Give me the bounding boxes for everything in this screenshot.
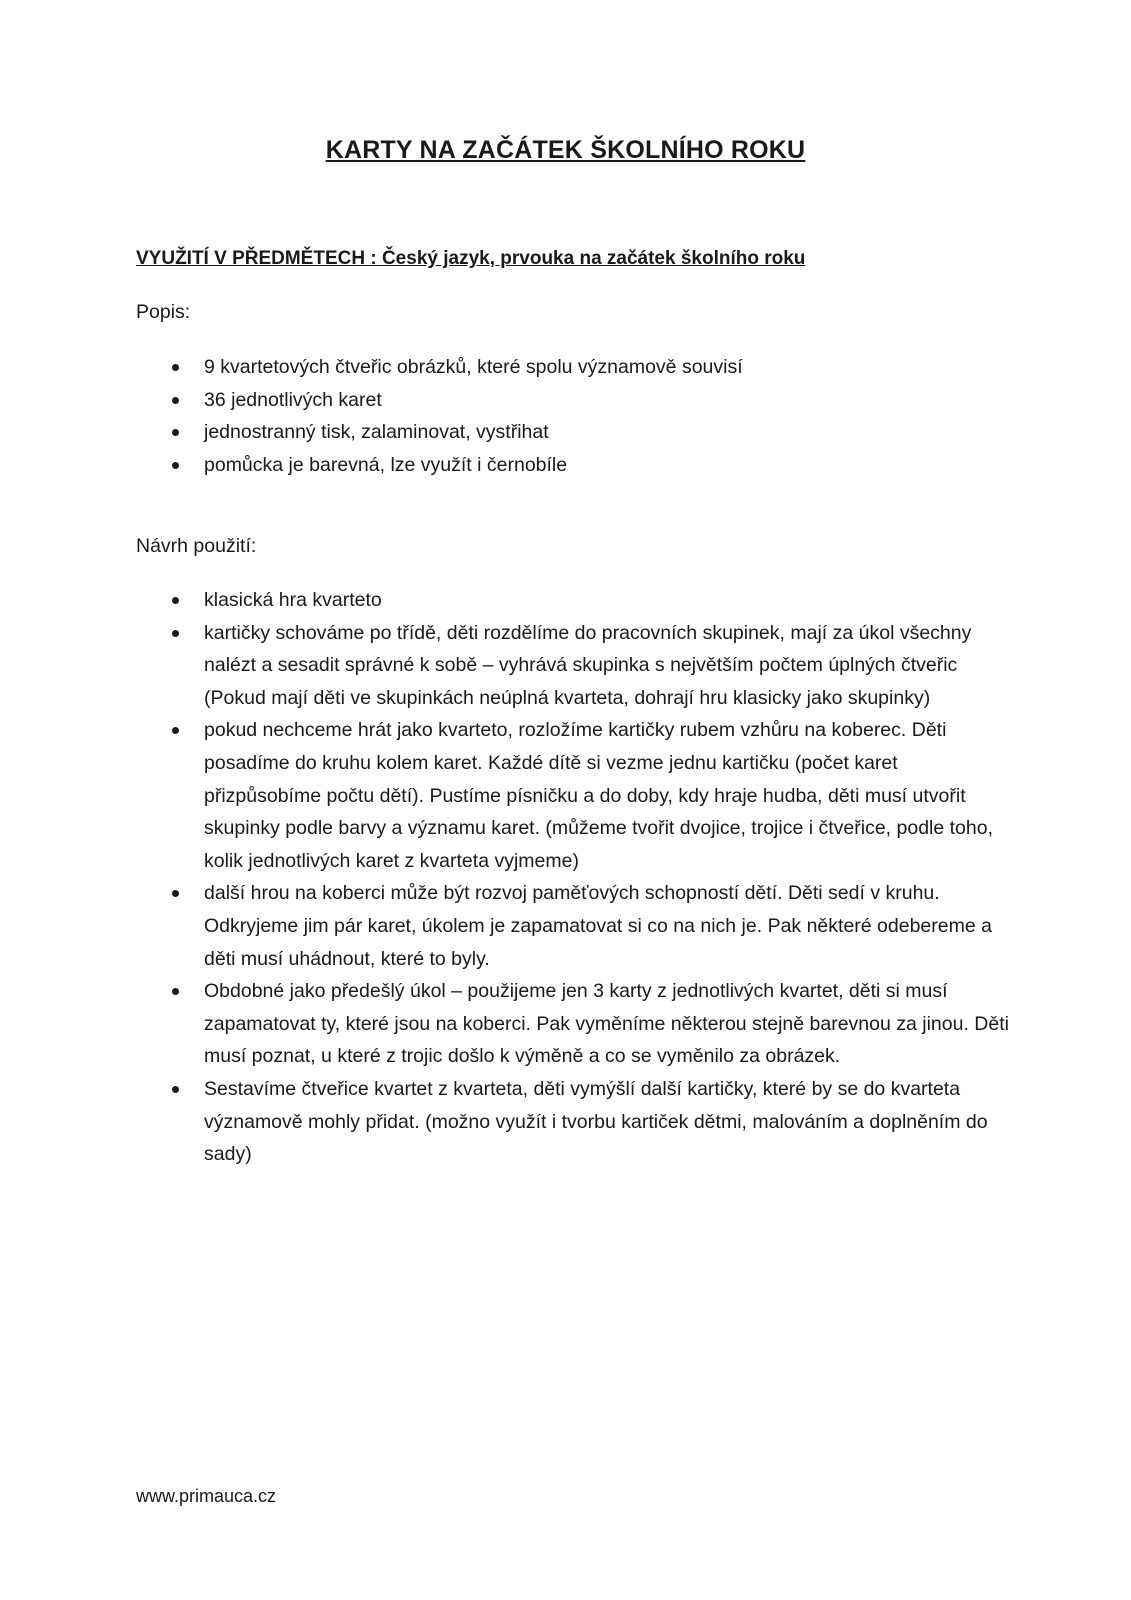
usage-label: Návrh použití: [136,535,257,557]
description-list [136,351,1016,481]
list-item [136,877,1016,975]
list-item-text: 9 kvartetových čtveřic obrázků, které spolu významově souvisí [204,356,743,378]
list-item-text: pomůcka je barevná, lze využít i černobíle [204,453,568,476]
bullet-icon [172,630,179,637]
list-item [136,714,1016,877]
list-item [136,617,1016,715]
list-item-text: Obdobné jako předešlý úkol – použijeme jen 3 karty z jednotlivých kvartet, děti si musí zapamatovat ty, které jsou na koberci. Pak vyměníme některou stejně barevnou za jinou. Děti musí poznat, u které z trojic došlo k výměně a co se vyměnilo za obrázek. [204,980,1009,1068]
page-title: KARTY NA ZAČÁTEK ŠKOLNÍHO ROKU [325,136,806,164]
list-item-text: 36 jednotlivých karet [204,388,382,411]
footer-url[interactable]: www.primauca.cz [136,1486,277,1506]
bullet-icon [172,462,179,469]
list-item-text: pokud nechceme hrát jako kvarteto, rozložíme kartičky rubem vzhůru na koberec. Děti posadíme do kruhu kolem karet. Každé dítě si vezme jednu kartičku (počet karet přizpůsobíme počtu dětí). Pustíme písničku a do doby, kdy hraje hudba, děti musí utvořit skupinky podle barvy a významu karet. (můžeme tvořit dvojice, trojice i čtveřice, podle toho, kolik jednotlivých karet z kvarteta vyjmeme) [204,719,994,872]
list-item-text: kartičky schováme po třídě, děti rozdělíme do pracovních skupinek, mají za úkol všechny nalézt a sesadit správné k sobě – vyhrává skupinka s největším počtem úplných čtveřic (Pokud mají děti ve skupinkách neúplná kvarteta, dohrají hru klasicky jako skupinky) [204,621,972,709]
list-item-text: klasická hra kvarteto [204,589,382,611]
list-item-text: jednostranný tisk, zalaminovat, vystřihat [204,421,549,444]
list-item-text: Sestavíme čtveřice kvartet z kvarteta, děti vymýšlí další kartičky, které by se do kvarteta významově mohly přidat. (možno využít i tvorbu kartiček dětmi, malováním a doplněním do sady) [204,1077,988,1166]
bullet-icon [172,397,179,404]
bullet-icon [172,364,179,371]
list-item [136,1073,1016,1171]
list-item [136,975,1016,1073]
list-item [136,416,1016,449]
bullet-icon [172,1086,179,1093]
subject-heading: VYUŽITÍ V PŘEDMĚTECH : Český jazyk, prvouka na začátek školního roku [136,248,806,269]
bullet-icon [172,429,179,436]
list-item [136,351,1016,384]
bullet-icon [172,597,179,604]
bullet-icon [172,727,179,734]
list-item [136,384,1016,417]
description-label: Popis: [136,301,191,323]
list-item-text: další hrou na koberci může být rozvoj paměťových schopností dětí. Děti sedí v kruhu. Odkryjeme jim pár karet, úkolem je zapamatovat si co na nich je. Pak některé odebereme a děti musí uhádnout, které to byly. [204,882,992,970]
bullet-icon [172,890,179,897]
bullet-icon [172,988,179,995]
usage-list [136,584,1016,1171]
list-item [136,584,1016,617]
list-item [136,449,1016,482]
